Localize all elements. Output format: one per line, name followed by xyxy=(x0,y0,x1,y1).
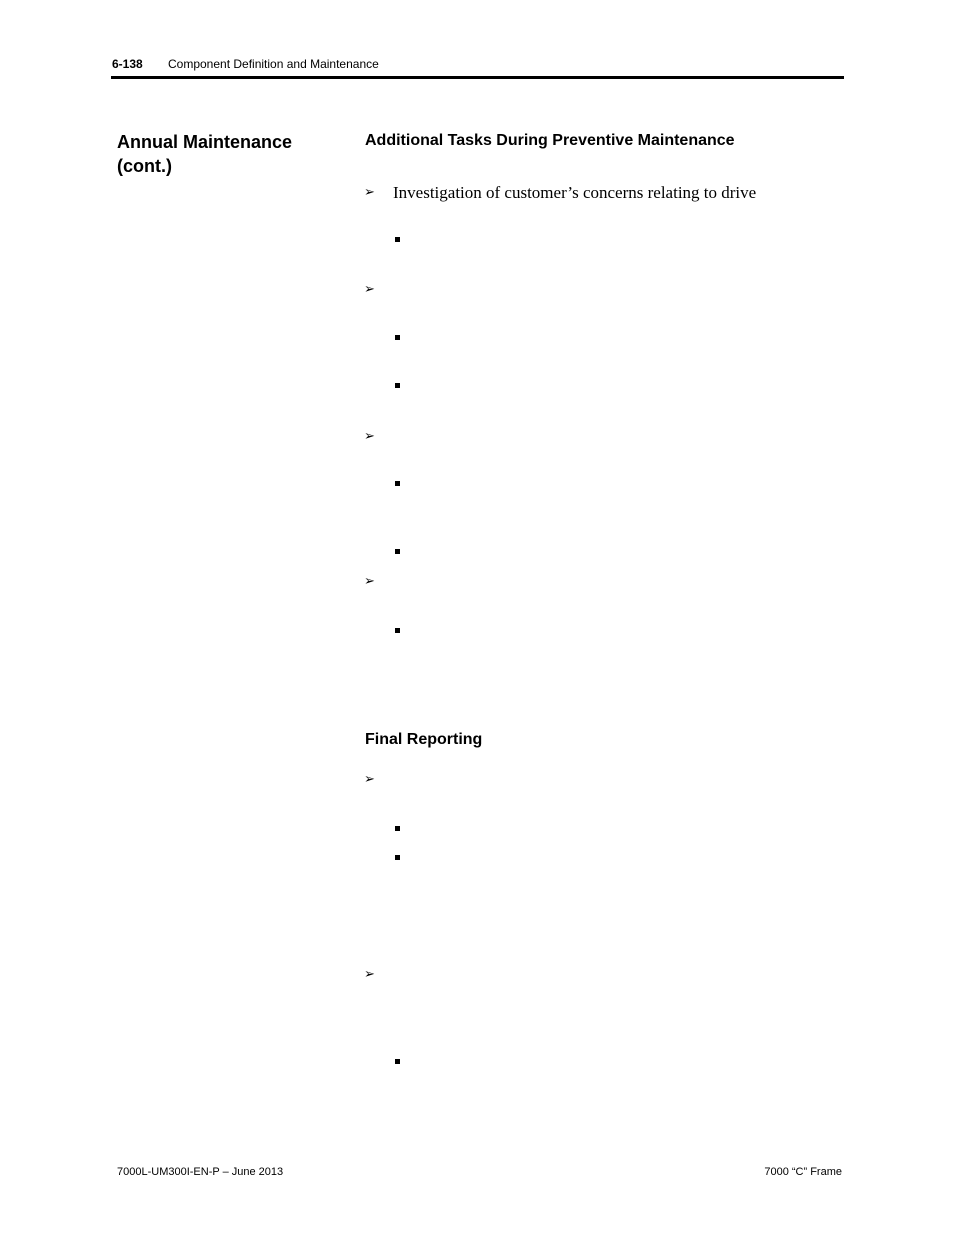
square-bullet-icon xyxy=(395,1059,400,1064)
header-title: Component Definition and Maintenance xyxy=(168,57,379,71)
square-bullet-icon xyxy=(395,383,400,388)
arrow-bullet-icon: ➢ xyxy=(364,282,375,297)
square-bullet-icon xyxy=(395,237,400,242)
side-heading: Annual Maintenance (cont.) xyxy=(117,132,293,176)
arrow-bullet-icon: ➢ xyxy=(364,429,375,444)
footer-right: 7000 “C” Frame xyxy=(764,1166,842,1178)
arrow-bullet-icon: ➢ xyxy=(364,574,375,589)
section-heading-final-reporting: Final Reporting xyxy=(365,731,483,748)
arrow-bullet-icon: ➢ xyxy=(364,772,375,787)
page-header xyxy=(111,56,844,79)
page-number: 6-138 xyxy=(112,57,143,71)
arrow-bullet-icon: ➢ xyxy=(364,967,375,982)
square-bullet-icon xyxy=(395,826,400,831)
square-bullet-icon xyxy=(395,549,400,554)
square-bullet-icon xyxy=(395,481,400,486)
arrow-bullet-icon: ➢ xyxy=(364,185,375,200)
section-heading-additional-tasks: Additional Tasks During Preventive Maintenance xyxy=(365,132,735,149)
list-item-text: Investigation of customer’s concerns relating to drive xyxy=(393,183,757,202)
footer-left: 7000L-UM300I-EN-P – June 2013 xyxy=(117,1166,284,1178)
square-bullet-icon xyxy=(395,628,400,633)
square-bullet-icon xyxy=(395,335,400,340)
square-bullet-icon xyxy=(395,855,400,860)
